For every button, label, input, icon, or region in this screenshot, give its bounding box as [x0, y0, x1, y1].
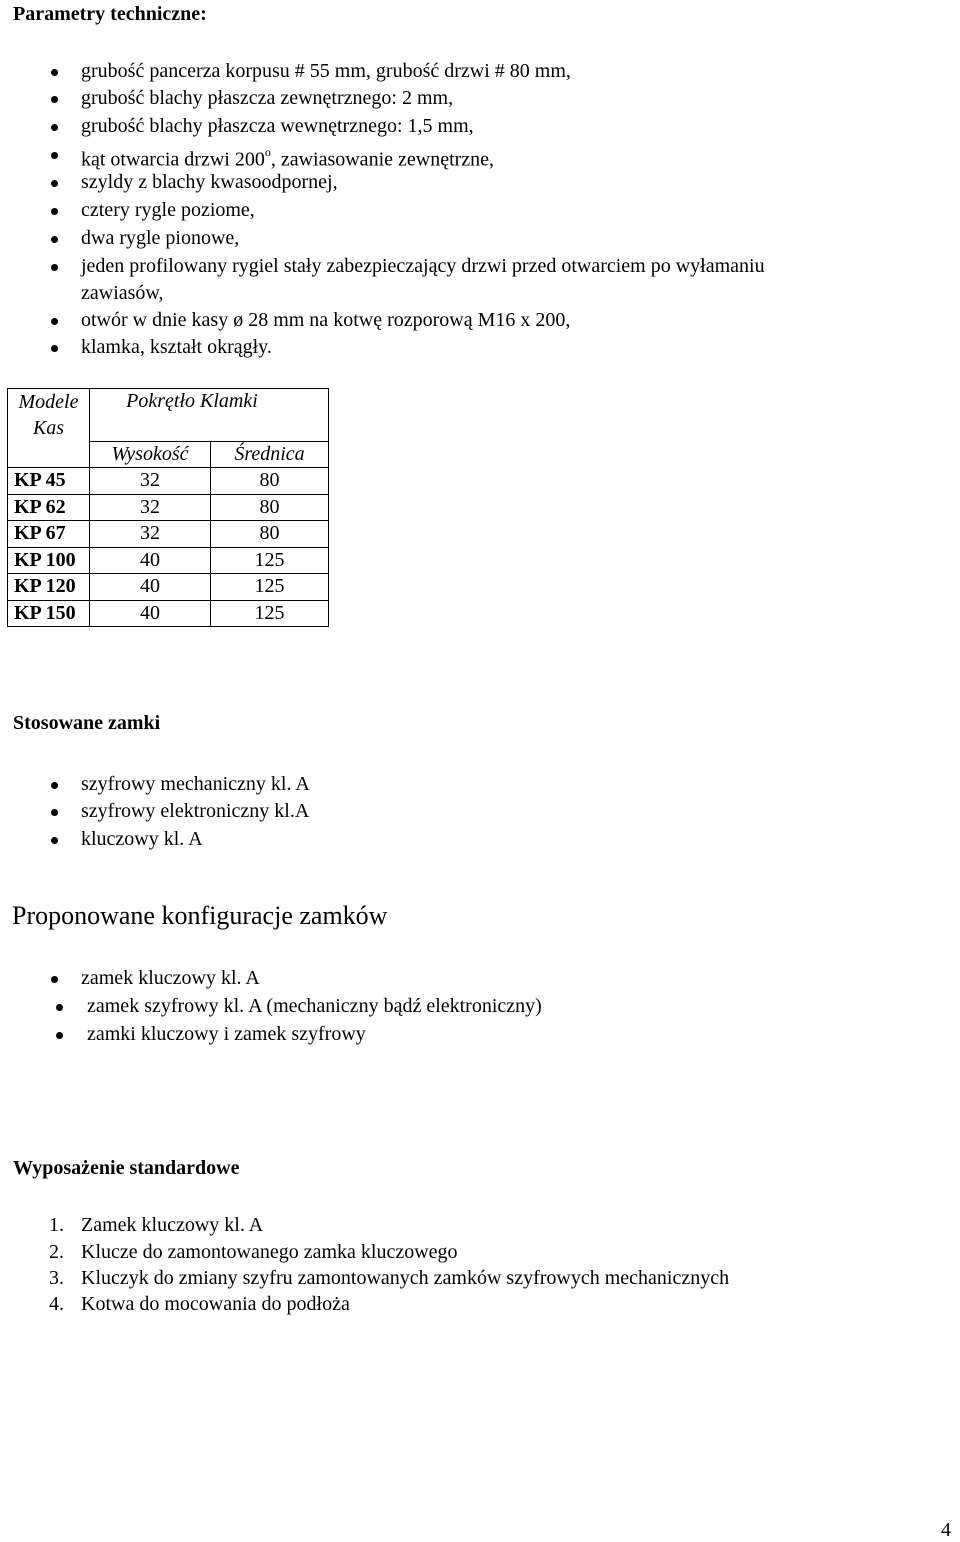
- list-item: Kluczyk do zmiany szyfru zamontowanych zamków szyfrowych mechanicznych: [81, 1267, 730, 1289]
- bullet-icon: [51, 809, 58, 816]
- bullet-icon: [51, 345, 58, 352]
- bullet-icon: [51, 208, 58, 215]
- table-row: KP 120 40 125: [8, 574, 329, 601]
- bullet-icon: [51, 264, 58, 271]
- header-models: Modele Kas: [8, 389, 90, 442]
- list-item: grubość blachy płaszcza zewnętrznego: 2 mm,: [81, 87, 454, 109]
- list-item: otwór w dnie kasy ø 28 mm na kotwę rozporową M16 x 200,: [81, 309, 571, 331]
- list-item: szyfrowy mechaniczny kl. A: [81, 773, 310, 795]
- bullet-icon: [51, 976, 58, 983]
- bullet-icon: [51, 96, 58, 103]
- list-item: cztery rygle poziome,: [81, 199, 255, 221]
- list-item: dwa rygle pionowe,: [81, 227, 240, 249]
- header-models-spacer: [8, 441, 90, 468]
- list-item: kąt otwarcia drzwi 200$^o$, zawiasowanie zewnętrzne,: [81, 145, 495, 171]
- list-number: 2.: [49, 1241, 64, 1263]
- header-height: Wysokość: [90, 441, 211, 468]
- list-item: klamka, kształt okrągły.: [81, 336, 272, 358]
- table-row: KP 150 40 125: [8, 600, 329, 627]
- header-knob: Pokrętło Klamki: [90, 389, 329, 442]
- bullet-icon: [51, 837, 58, 844]
- list-item: Zamek kluczowy kl. A: [81, 1214, 264, 1236]
- list-item-continuation: zawiasów,: [81, 282, 164, 304]
- equipment-title: Wyposażenie standardowe: [13, 1157, 240, 1179]
- list-item: szyfrowy elektroniczny kl.A: [81, 800, 310, 822]
- bullet-icon: [51, 180, 58, 187]
- table-row: KP 67 32 80: [8, 521, 329, 548]
- list-number: 4.: [49, 1293, 64, 1315]
- list-item: grubość pancerza korpusu # 55 mm, grubość drzwi # 80 mm,: [81, 60, 571, 82]
- bullet-icon: [51, 152, 58, 159]
- config-title: Proponowane konfiguracje zamków: [12, 901, 388, 930]
- bullet-icon: [51, 318, 58, 325]
- list-item: Klucze do zamontowanego zamka kluczowego: [81, 1241, 458, 1263]
- list-item: Kotwa do mocowania do podłoża: [81, 1293, 350, 1315]
- table-row: KP 62 32 80: [8, 494, 329, 521]
- locks-title: Stosowane zamki: [13, 712, 161, 734]
- table-row: KP 45 32 80: [8, 468, 329, 495]
- page-number: 4: [941, 1519, 951, 1541]
- list-item: jeden profilowany rygiel stały zabezpieczający drzwi przed otwarciem po wyłamaniu: [81, 255, 765, 277]
- table-row: KP 100 40 125: [8, 547, 329, 574]
- bullet-icon: [56, 1032, 63, 1039]
- list-item: szyldy z blachy kwasoodpornej,: [81, 171, 338, 193]
- bullet-icon: [56, 1004, 63, 1011]
- list-item: zamki kluczowy i zamek szyfrowy: [87, 1023, 366, 1045]
- bullet-icon: [51, 69, 58, 76]
- list-item: zamek szyfrowy kl. A (mechaniczny bądź elektroniczny): [87, 995, 542, 1017]
- bullet-icon: [51, 124, 58, 131]
- list-item: grubość blachy płaszcza wewnętrznego: 1,5 mm,: [81, 115, 474, 137]
- bullet-icon: [51, 782, 58, 789]
- params-title: Parametry techniczne:: [13, 3, 207, 25]
- list-number: 1.: [49, 1214, 64, 1236]
- header-diameter: Średnica: [211, 441, 329, 468]
- models-table: [7, 388, 329, 627]
- list-number: 3.: [49, 1267, 64, 1289]
- list-item: zamek kluczowy kl. A: [81, 967, 260, 989]
- list-item: kluczowy kl. A: [81, 828, 203, 850]
- bullet-icon: [51, 236, 58, 243]
